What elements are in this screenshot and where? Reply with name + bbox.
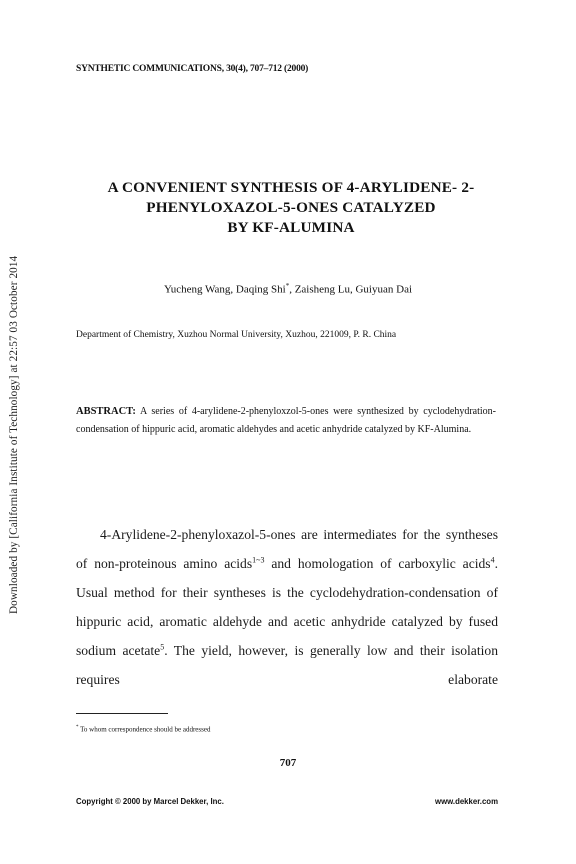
journal-citation: SYNTHETIC COMMUNICATIONS, 30(4), 707–712 (2000) [76,64,309,74]
publisher-website: www.dekker.com [435,797,498,806]
page-number: 707 [279,757,297,769]
abstract [76,403,496,439]
footnote-divider [76,713,168,714]
title-line-2: PHENYLOXAZOL-5-ONES CATALYZED [146,199,436,216]
reference-mark-1: 1~3 [252,555,265,565]
body-text-part-2: and homologation of carboxylic acids [264,556,491,571]
reference-mark-2: 4 [490,555,495,565]
body-text-part-3: . Usual method for their syntheses is the cyclodehydration-condensation of hippuric acid, aromatic aldehyde and acetic anhydride catalyzed by fused sodium acetate [76,556,499,658]
paper-title [86,178,496,238]
body-text-part-1: 4-Arylidene-2-phenyloxazol-5-ones are intermediates for the syntheses of non-proteinous amino acids [76,527,498,571]
reference-mark-3: 5 [160,642,165,652]
footnote-text: To whom correspondence should be addressed [78,725,211,734]
abstract-label: ABSTRACT: [76,406,136,417]
body-text-part-4: . The yield, however, is generally low and their isolation requires elaborate [76,643,498,687]
abstract-text: A series of 4-arylidene-2-phenyloxzol-5-ones were synthesized by cyclodehydration-condensation of hippuric acid, aromatic aldehydes and acetic anhydride catalyzed by KF-Alumina. [76,406,497,435]
corresponding-author-mark: * [285,282,290,290]
footnote [76,725,210,733]
authors-text-after: , Zaisheng Lu, Guiyuan Dai [289,283,413,296]
copyright-notice: Copyright © 2000 by Marcel Dekker, Inc. [76,797,224,806]
affiliation: Department of Chemistry, Xuzhou Normal University, Xuzhou, 221009, P. R. China [76,330,397,340]
download-watermark: Downloaded by [California Institute of Technology] at 22:57 03 October 2014 [8,255,20,615]
body-paragraph [76,520,498,694]
footnote-mark: * [76,725,79,730]
title-line-3: BY KF-ALUMINA [227,219,355,236]
title-line-1: A CONVENIENT SYNTHESIS OF 4-ARYLIDENE- 2- [107,179,475,196]
authors-text-before: Yucheng Wang, Daqing Shi [163,283,286,296]
author-list [0,282,576,296]
